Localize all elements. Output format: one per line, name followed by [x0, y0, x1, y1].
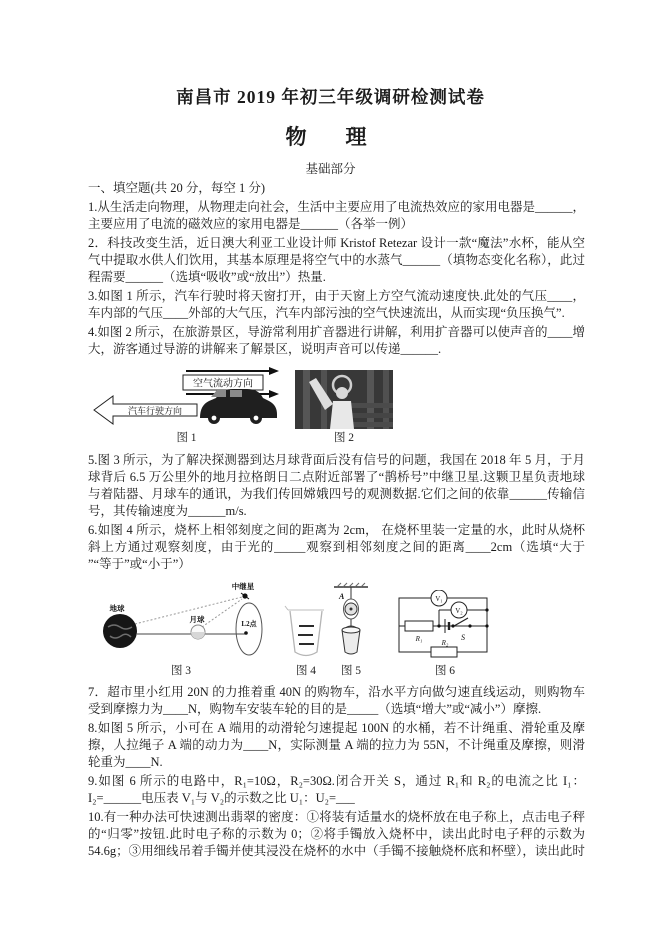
question-7: 7．超市里小红用 20N 的力推着重 40N 的购物车，沿水平方向做匀速直线运动，则购物车受到摩擦力为____N，购物车安装车轮的目的是_____（选填“增大”或“减小”）摩擦.: [88, 685, 585, 716]
resistor-r2-label: R₂: [441, 639, 449, 647]
point-a-label: A: [339, 592, 345, 601]
figure-3: [95, 580, 267, 680]
figure-5: [331, 582, 371, 680]
airflow-arrow2-icon: [269, 390, 279, 398]
pulley-bucket-diagram: [331, 582, 371, 662]
question-3: 3.如图 1 所示，汽车行驶时将天窗打开，由于天窗上方空气流动速度快.此处的气压____，车内部的气压____外部的大气压，汽车内部污浊的空气快速流出，从而实现“负压换气”.: [88, 289, 585, 320]
question-6: 6.如图 4 所示，烧杯上相邻刻度之间的距离为 2cm， 在烧杯里装一定量的水，此时从烧杯斜上方通过观察刻度，由于光的_____观察到相邻刻度之间的距离____2cm（选填“大于 ”“等于”或“小于”）: [88, 523, 585, 571]
earth-moon-l2-diagram: [95, 580, 267, 662]
relay-satellite-label: 中继星: [231, 582, 255, 591]
figure-6-caption: 图 6: [434, 665, 456, 677]
earth-label: 地球: [109, 604, 125, 613]
circuit-diagram: [395, 590, 495, 662]
page-title: 南昌市 2019 年初三年级调研检测试卷: [176, 87, 485, 107]
halo-orbit-ellipse: [236, 603, 262, 655]
figure-2: [295, 370, 393, 447]
part-heading: 一、填空题(共 20 分，每空 1 分): [88, 181, 266, 195]
guide-body-shape: [330, 401, 354, 429]
moon-label: 月球: [189, 615, 205, 624]
figure-row-1: [93, 365, 585, 447]
resistor-r1-icon: [405, 621, 433, 631]
section-label: 基础部分: [305, 162, 356, 176]
question-4: 4.如图 2 所示，在旅游景区，导游常利用扩音器进行讲解，利用扩音器可以使声音的____增大，游客通过导游的讲解来了解景区，说明声音可以传递______.: [88, 325, 585, 356]
figure-2-caption: 图 2: [333, 432, 355, 444]
bucket-icon: [342, 630, 360, 654]
figure-6: [395, 590, 495, 680]
question-2: 2．科技改变生活，近日澳大利亚工业设计师 Kristof Retezar 设计一款“魔法”水杯，能从空气中提取水供人们饮用，其基本原理是将空气中的水蒸气______（填物态变化名称），此过程需要______（选填“吸收”或“放出”）热量.: [88, 236, 585, 284]
earth-icon: [103, 614, 137, 648]
drive-direction-label: 汽车行驶方向: [127, 406, 183, 416]
question-5: 5.图 3 所示，为了解决探测器到达月球背面后没有信号的问题，我国在 2018 年 5 月，于月球背后 6.5 万公里外的地月拉格朗日二点附近部署了“鹊桥号”中继卫星.这颗卫星负责地球与着陆器、月球车的通讯，为我们传回嫦娥四号的观测数据.它们之间的依靠______传输信号，其传输速度为______m/s.: [88, 453, 585, 518]
question-1: 1.从生活走向物理，从物理走向社会，生活中主要应用了电流热效应的家用电器是______，主要应用了电流的磁效应的家用电器是______（各举一例）: [88, 200, 585, 231]
figure-1: [93, 365, 280, 447]
subject-title: 物 理: [285, 125, 376, 149]
questions-area: [88, 180, 585, 860]
guide-head-shape: [336, 387, 348, 399]
figure-5-caption: 图 5: [340, 665, 362, 677]
beaker-diagram: [283, 602, 329, 662]
airflow-arrow-icon: [269, 367, 279, 375]
question-8: 8.如图 5 所示，小可在 A 端用的动滑轮匀速提起 100N 的水桶，若不计绳重、滑轮重及摩擦，人拉绳子 A 端的动力为____N，实际测量 A 端的拉力为 55N，不计绳重及摩擦，则滑轮重为____N.: [88, 721, 585, 769]
figure-3-caption: 图 3: [170, 665, 192, 677]
switch-icon: [454, 618, 468, 626]
airflow-label: 空气流动方向: [193, 378, 253, 390]
question-10: 10.有一种办法可快速测出翡翠的密度：①将装有适量水的烧杯放在电子称上，点击电子秤的“归零”按钮.此时电子称的示数为 0；②将手镯放入烧杯中，读出此时电子秤的示数为 54.6g；③用细线吊着手镯并使其浸没在烧杯的水中（手镯不接触烧杯底和杯壁），读出此时: [88, 810, 585, 858]
car-airflow-diagram: [93, 365, 280, 429]
l2-point-icon: [244, 631, 248, 635]
question-9: 9.如图 6 所示的电路中，R₁=10Ω，R₂=30Ω.闭合开关 S，通过 R₁和 R₂的电流之比 I₁：I₂=______电压表 V₁与 V₂的示数之比 U₁：U₂=___: [88, 774, 585, 805]
voltmeter-v2-label: V₂: [455, 607, 463, 615]
resistor-r1-label: R₁: [415, 635, 423, 643]
figure-row-2: [95, 580, 585, 680]
l2-label: L2点: [241, 620, 257, 628]
figure-4-caption: 图 4: [295, 665, 317, 677]
figure-1-caption: 图 1: [176, 432, 197, 444]
figure-4: [283, 602, 329, 680]
tour-guide-photo: [295, 370, 393, 429]
switch-label: S: [461, 633, 465, 642]
resistor-r2-icon: [431, 647, 457, 657]
voltmeter-v1-label: V₁: [435, 595, 443, 603]
